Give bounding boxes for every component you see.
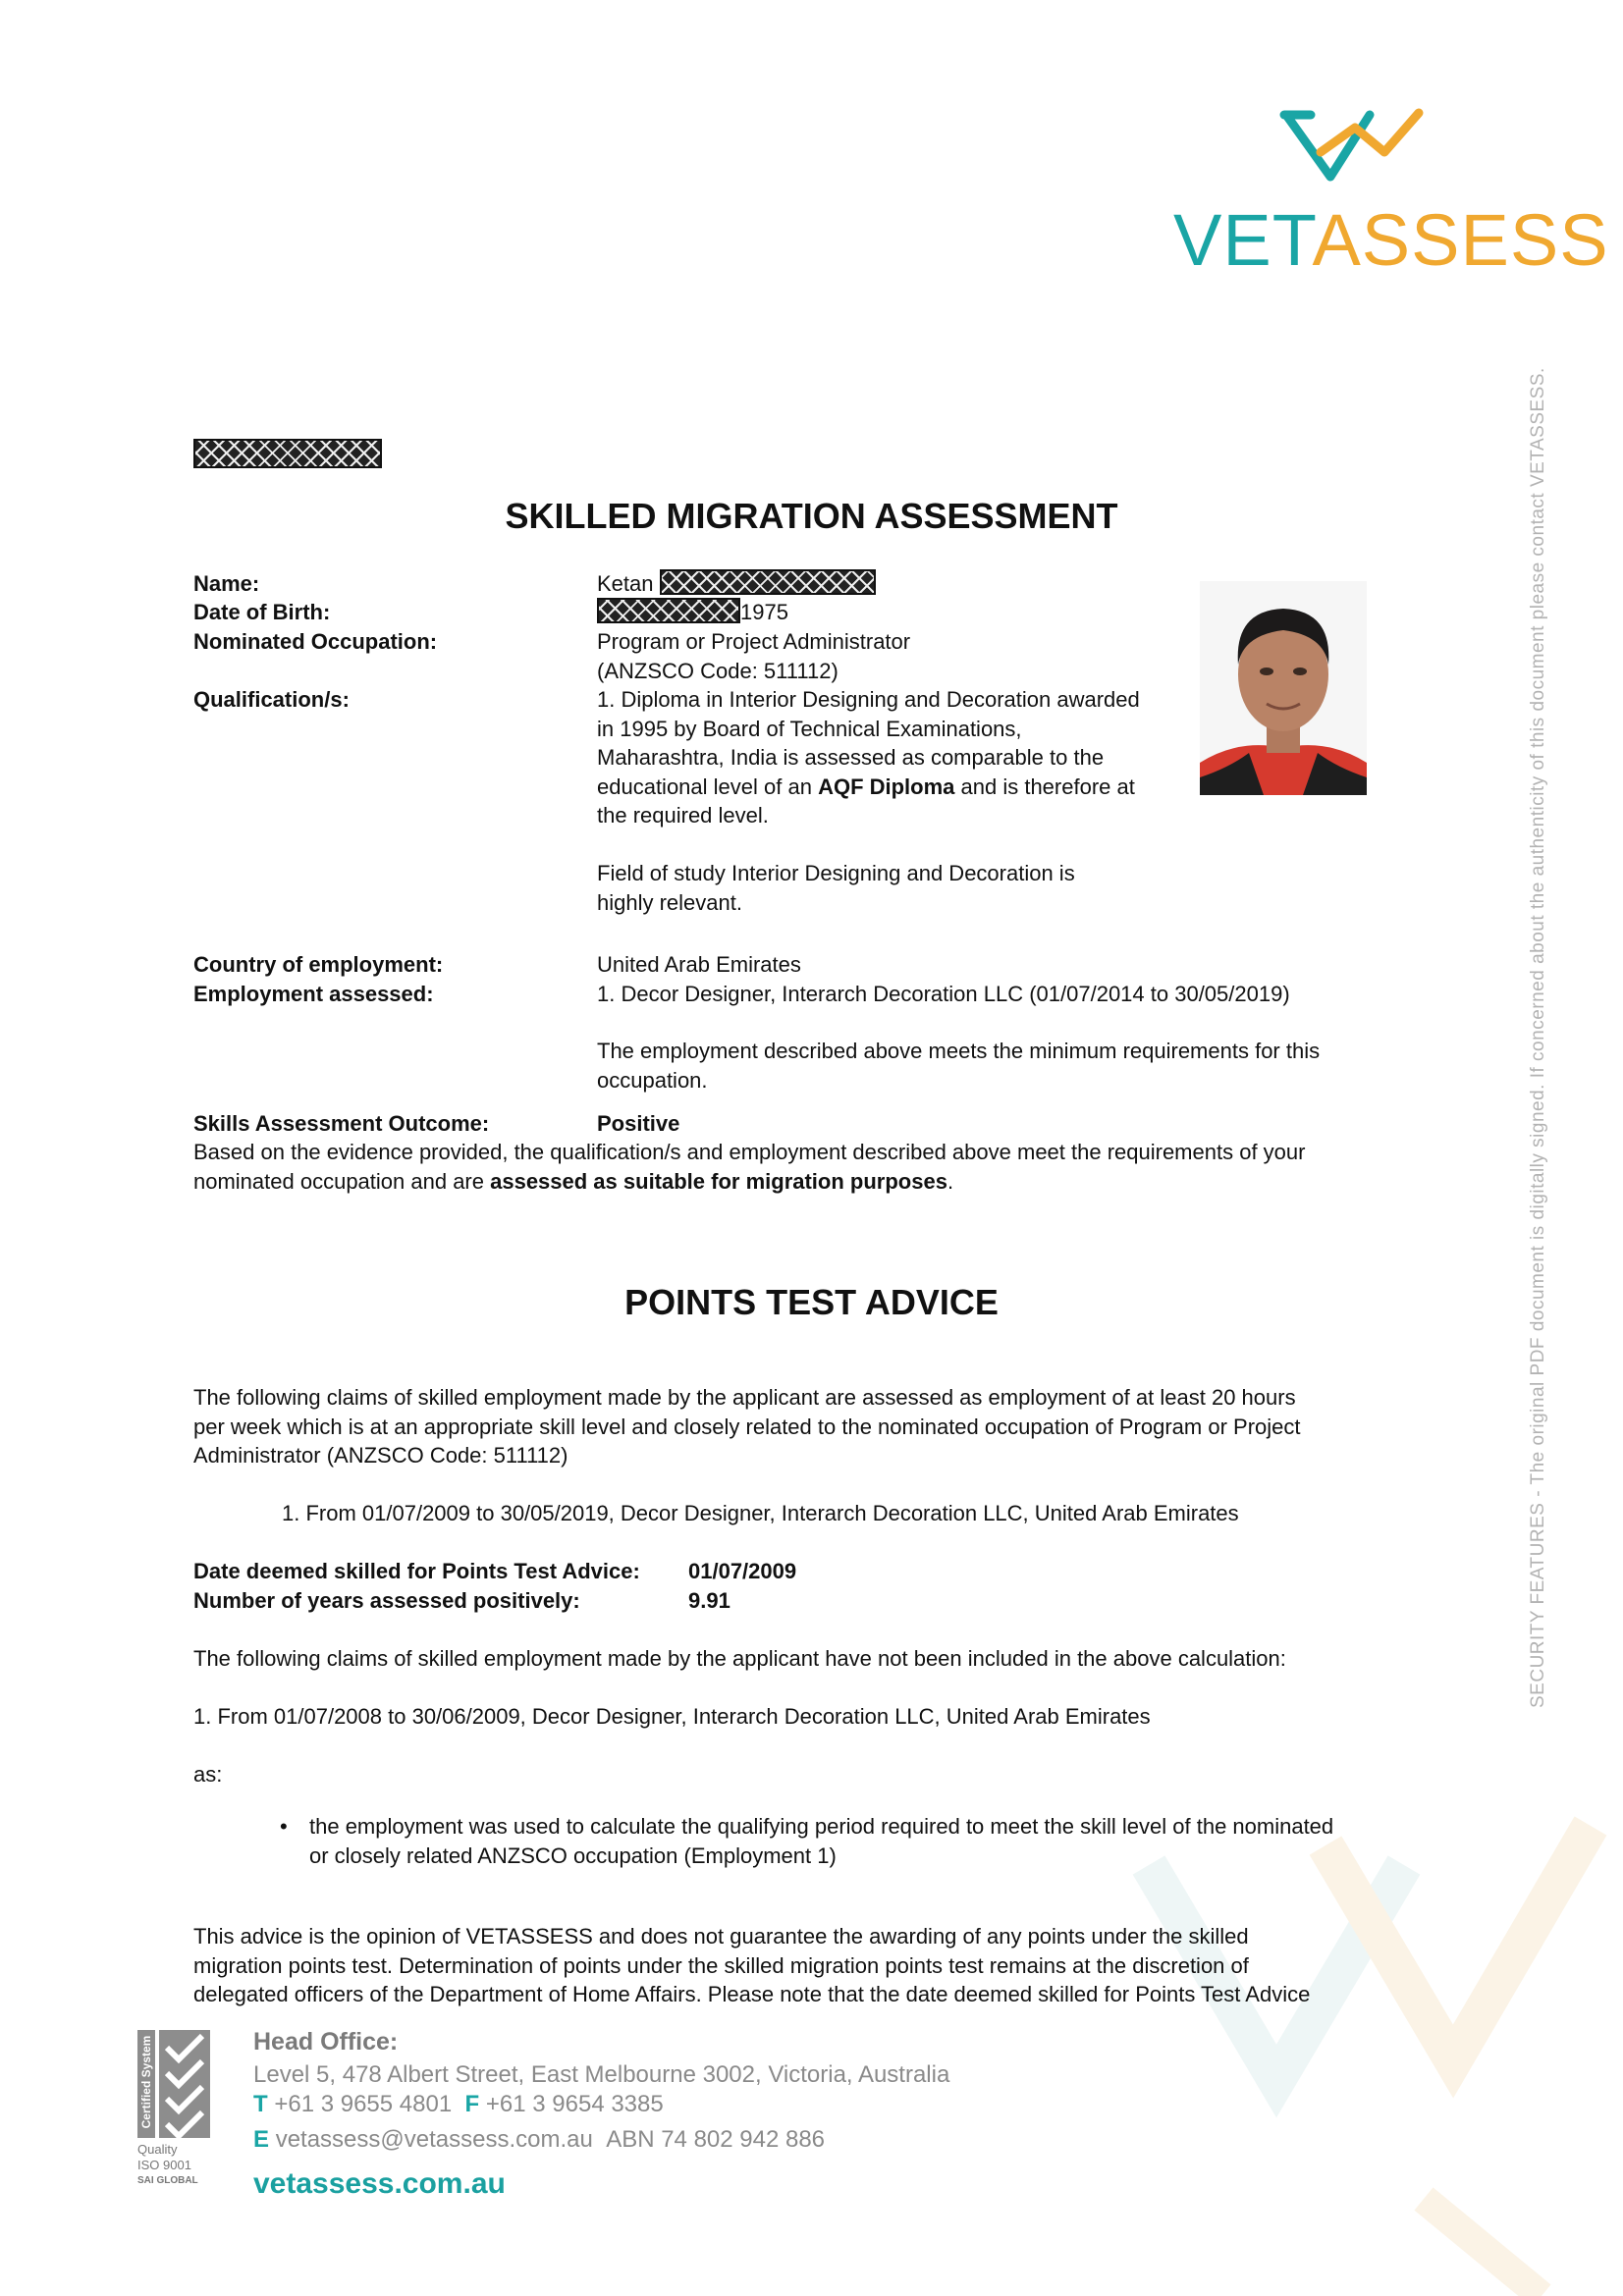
- outcome-label: Skills Assessment Outcome:: [193, 1111, 490, 1136]
- logo-mark-icon: [1173, 93, 1537, 201]
- phone-fax-line: T +61 3 9655 4801 F +61 3 9654 3385: [253, 2091, 664, 2117]
- years-value: 9.91: [688, 1588, 730, 1613]
- cert-global: SAI GLOBAL: [137, 2175, 198, 2186]
- qualification-label: Qualification/s:: [193, 687, 350, 712]
- qualification-line: 1. Diploma in Interior Designing and Decoration awarded: [597, 687, 1140, 712]
- qualification-line: Maharashtra, India is assessed as comparable to the: [597, 745, 1105, 770]
- page-title: SKILLED MIGRATION ASSESSMENT: [505, 496, 1118, 536]
- reason-list: [309, 1812, 1333, 1870]
- employment-value: 1. Decor Designer, Interarch Decoration LLC (01/07/2014 to 30/05/2019): [597, 982, 1290, 1006]
- outcome-value: Positive: [597, 1111, 680, 1136]
- occupation-code: (ANZSCO Code: 511112): [597, 658, 839, 683]
- quality-certification-badge: [137, 2030, 216, 2197]
- disclaimer: This advice is the opinion of VETASSESS and does not guarantee the awarding of any points under the skilled migration points test. Determination of points under the skilled migration points test remains at the discretion of delegated officers of the Department of Home Affairs. Please note that the date deemed skilled for Points Test Advice: [193, 1924, 1311, 2006]
- qualification-line: educational level of an AQF Diploma and is therefore at: [597, 774, 1135, 799]
- included-employment: 1. From 01/07/2009 to 30/05/2019, Decor Designer, Interarch Decoration LLC, United Arab Emirates: [282, 1501, 1239, 1525]
- date-deemed-label: Date deemed skilled for Points Test Advice:: [193, 1559, 640, 1583]
- email-link[interactable]: vetassess@vetassess.com.au: [275, 2126, 593, 2153]
- name-value: [597, 569, 876, 599]
- aqf-level: AQF Diploma: [818, 774, 955, 799]
- office-address: Level 5, 478 Albert Street, East Melbourne 3002, Victoria, Australia: [253, 2061, 950, 2088]
- logo-text-assess: ASSESS: [1312, 199, 1609, 281]
- field-of-study: Field of study Interior Designing and Decoration is highly relevant.: [597, 861, 1075, 915]
- redacted-surname: [660, 569, 876, 595]
- excluded-intro: The following claims of skilled employment made by the applicant have not been included in the above calculation:: [193, 1646, 1286, 1671]
- outcome-text: Based on the evidence provided, the qualification/s and employment described above meet the requirements of your nominated occupation and are assessed as suitable for migration purposes.: [193, 1140, 1306, 1194]
- dob-label: Date of Birth:: [193, 600, 331, 624]
- occupation-line: Program or Project Administrator: [597, 629, 911, 654]
- cert-system-text: Certified System: [139, 2035, 153, 2129]
- name-given: Ketan: [597, 571, 654, 596]
- employment-label: Employment assessed:: [193, 982, 434, 1006]
- country-label: Country of employment:: [193, 952, 444, 977]
- abn-number: ABN 74 802 942 886: [606, 2126, 826, 2153]
- logo-text-vet: VET: [1173, 199, 1313, 281]
- country-value: United Arab Emirates: [597, 952, 801, 977]
- checkmark-icon: [159, 2030, 210, 2138]
- list-item: • the employment was used to calculate the qualifying period required to meet the skill level of the nominated or closely related ANZSCO occupation (Employment 1): [309, 1812, 1333, 1870]
- applicant-photo: [1200, 581, 1367, 795]
- dob-value: [597, 598, 788, 627]
- excluded-employment: 1. From 01/07/2008 to 30/06/2009, Decor Designer, Interarch Decoration LLC, United Arab Emirates: [193, 1704, 1151, 1729]
- redacted-reference: [193, 439, 382, 468]
- website-link[interactable]: vetassess.com.au: [253, 2167, 506, 2200]
- cert-quality: Quality: [137, 2142, 178, 2157]
- security-note: SECURITY FEATURES - The original PDF document is digitally signed. If concerned about the authenticity of this document please contact VETASSESS.: [1528, 367, 1548, 1708]
- redacted-dob: [597, 598, 740, 623]
- head-office-label: Head Office:: [253, 2028, 399, 2056]
- cert-iso: ISO 9001: [137, 2158, 191, 2172]
- qualification-line: the required level.: [597, 803, 769, 828]
- qualification-value: [597, 685, 1140, 830]
- qualification-line: in 1995 by Board of Technical Examinations,: [597, 716, 1022, 741]
- dob-year: 1975: [740, 600, 788, 624]
- phone-number: +61 3 9655 4801: [274, 2091, 453, 2117]
- points-intro: The following claims of skilled employment made by the applicant are assessed as employment of at least 20 hours per week which is at an appropriate skill level and closely related to the nominated occupation of Program or Project Administrator (ANZSCO Code: 511112): [193, 1385, 1301, 1468]
- fax-number: +61 3 9654 3385: [485, 2091, 664, 2117]
- email-abn-line: E vetassess@vetassess.com.au ABN 74 802 942 886: [253, 2126, 826, 2153]
- name-label: Name:: [193, 571, 260, 596]
- employment-note: The employment described above meets the minimum requirements for this occupation.: [597, 1039, 1321, 1093]
- occupation-label: Nominated Occupation:: [193, 629, 438, 654]
- vetassess-logo: [1173, 93, 1609, 281]
- date-deemed-value: 01/07/2009: [688, 1559, 797, 1583]
- points-title: POINTS TEST ADVICE: [624, 1282, 999, 1322]
- occupation-value: [597, 627, 910, 685]
- as-label: as:: [193, 1762, 223, 1787]
- years-label: Number of years assessed positively:: [193, 1588, 580, 1613]
